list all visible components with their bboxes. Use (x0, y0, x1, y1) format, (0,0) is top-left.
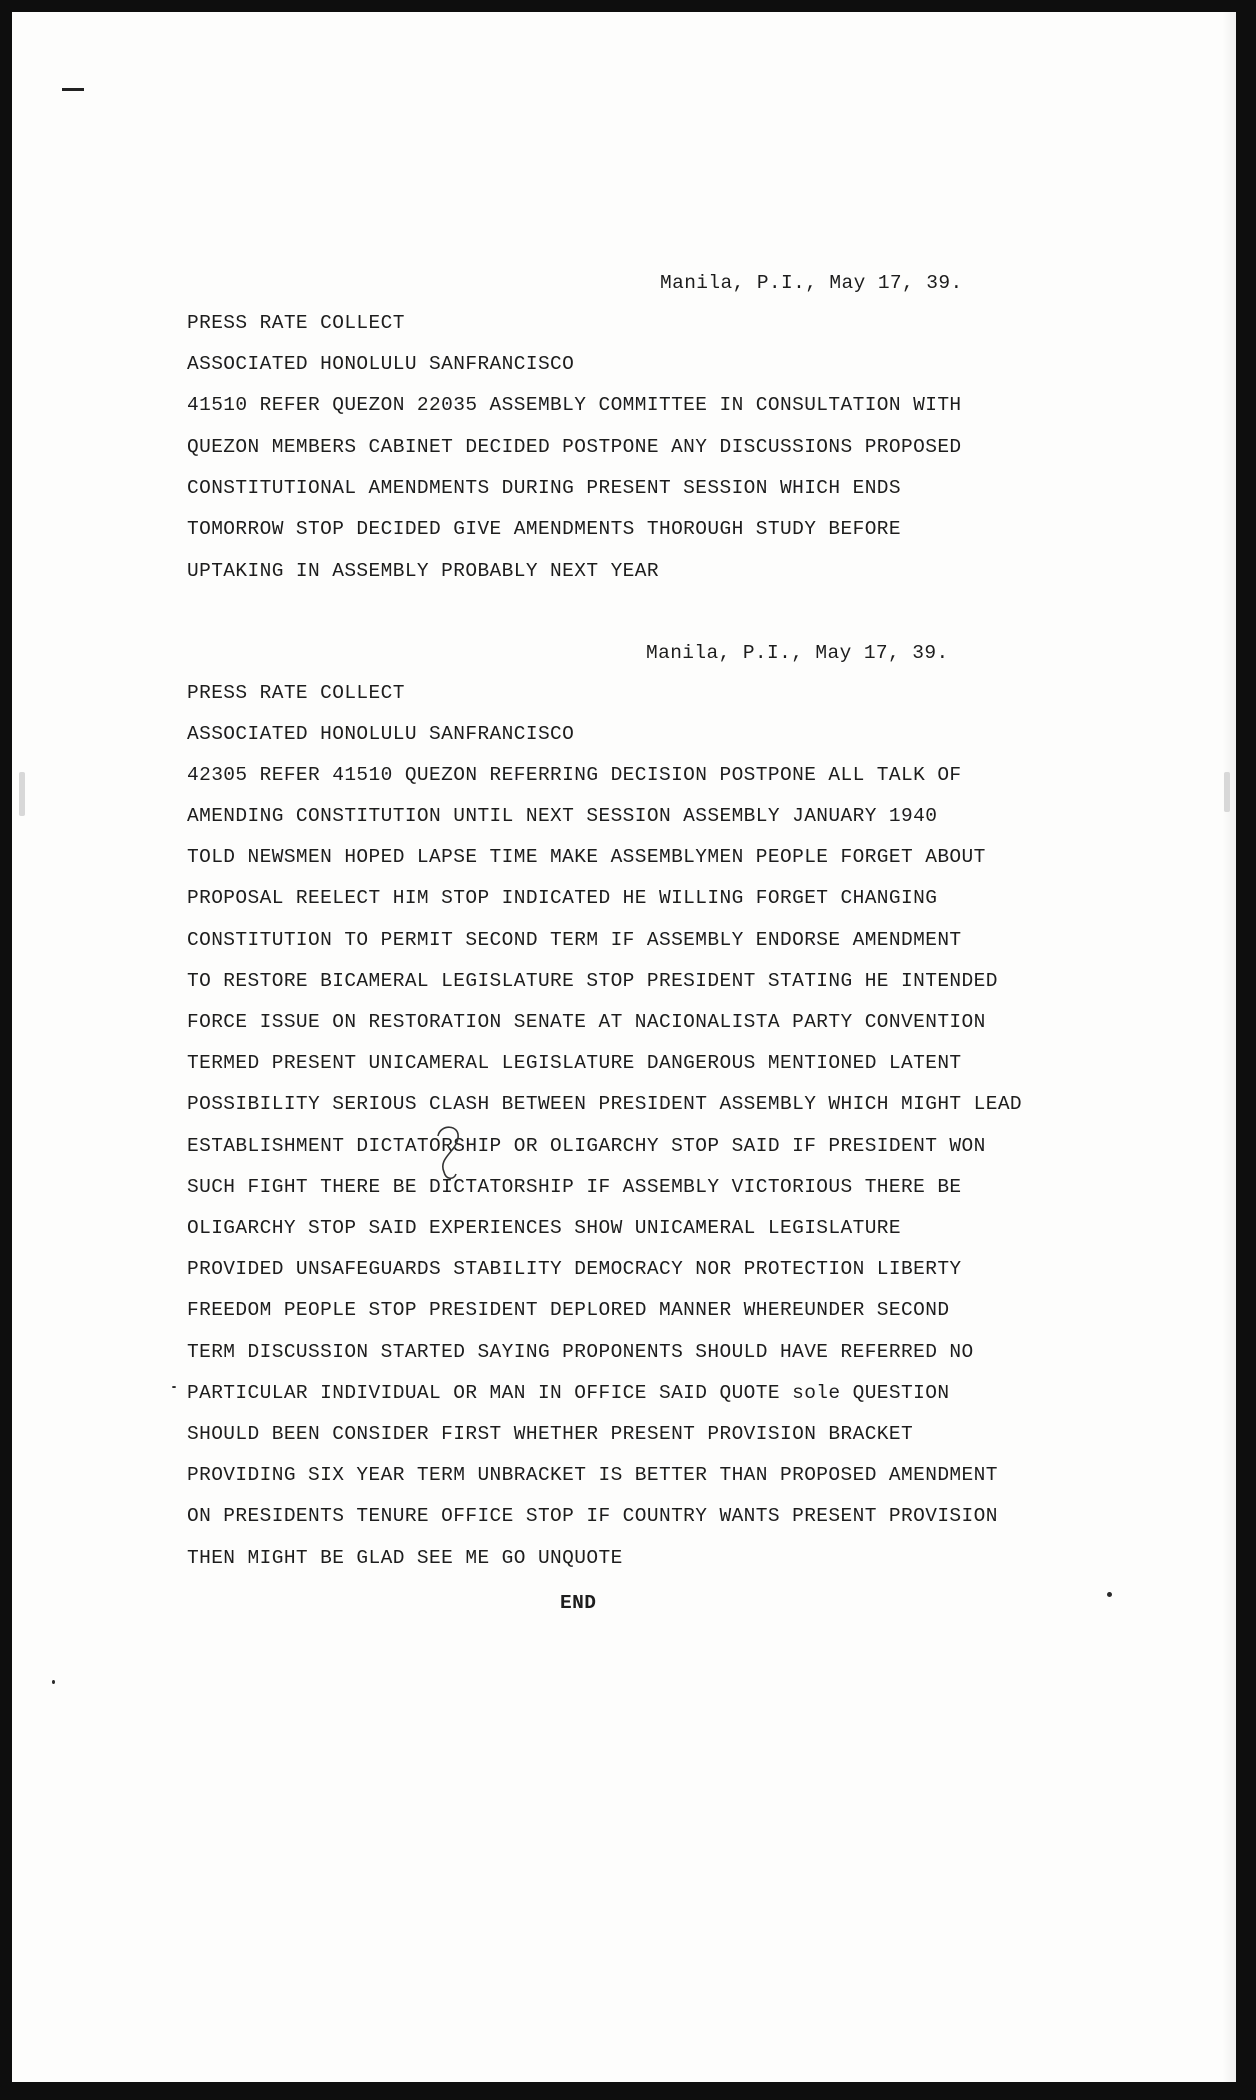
message-2-line: SUCH FIGHT THERE BE DICTATORSHIP IF ASSEMBLY VICTORIOUS THERE BE (187, 1176, 962, 1198)
scan-speck (52, 1680, 55, 1684)
message-1-body (187, 312, 1087, 612)
message-2-line: PRESS RATE COLLECT (187, 682, 405, 704)
message-1-line: TOMORROW STOP DECIDED GIVE AMENDMENTS THOROUGH STUDY BEFORE (187, 518, 902, 540)
message-1-line: 41510 REFER QUEZON 22035 ASSEMBLY COMMITTEE IN CONSULTATION WITH (187, 394, 962, 416)
message-1-dateline: Manila, P.I., May 17, 39. (660, 272, 963, 294)
message-2-line: AMENDING CONSTITUTION UNTIL NEXT SESSION ASSEMBLY JANUARY 1940 (187, 805, 938, 827)
message-2-line: TO RESTORE BICAMERAL LEGISLATURE STOP PRESIDENT STATING HE INTENDED (187, 970, 998, 992)
message-2-line: PROVIDED UNSAFEGUARDS STABILITY DEMOCRACY NOR PROTECTION LIBERTY (187, 1258, 962, 1280)
message-2-line: 42305 REFER 41510 QUEZON REFERRING DECISION POSTPONE ALL TALK OF (187, 764, 962, 786)
page-edge-shadow (1222, 12, 1236, 2082)
message-1-line: PRESS RATE COLLECT (187, 312, 405, 334)
message-2-body (187, 682, 1117, 1582)
message-2-line: TERMED PRESENT UNICAMERAL LEGISLATURE DANGEROUS MENTIONED LATENT (187, 1052, 962, 1074)
message-2-line: PROVIDING SIX YEAR TERM UNBRACKET IS BETTER THAN PROPOSED AMENDMENT (187, 1464, 998, 1486)
scan-speck (1224, 772, 1230, 812)
message-1-line: ASSOCIATED HONOLULU SANFRANCISCO (187, 353, 575, 375)
message-2-line: TOLD NEWSMEN HOPED LAPSE TIME MAKE ASSEMBLYMEN PEOPLE FORGET ABOUT (187, 846, 986, 868)
message-2-line: TERM DISCUSSION STARTED SAYING PROPONENTS SHOULD HAVE REFERRED NO (187, 1341, 974, 1363)
message-2-line: PROPOSAL REELECT HIM STOP INDICATED HE WILLING FORGET CHANGING (187, 887, 938, 909)
message-1-line: UPTAKING IN ASSEMBLY PROBABLY NEXT YEAR (187, 560, 659, 582)
message-2-line: FORCE ISSUE ON RESTORATION SENATE AT NACIONALISTA PARTY CONVENTION (187, 1011, 986, 1033)
scan-speck (1107, 1592, 1112, 1597)
scan-speck (19, 772, 25, 816)
message-1-line: QUEZON MEMBERS CABINET DECIDED POSTPONE ANY DISCUSSIONS PROPOSED (187, 436, 962, 458)
message-2-line: CONSTITUTION TO PERMIT SECOND TERM IF ASSEMBLY ENDORSE AMENDMENT (187, 929, 962, 951)
message-2-line: ASSOCIATED HONOLULU SANFRANCISCO (187, 723, 575, 745)
message-2-line: FREEDOM PEOPLE STOP PRESIDENT DEPLORED MANNER WHEREUNDER SECOND (187, 1299, 950, 1321)
message-2-line: OLIGARCHY STOP SAID EXPERIENCES SHOW UNICAMERAL LEGISLATURE (187, 1217, 902, 1239)
message-2-line: PARTICULAR INDIVIDUAL OR MAN IN OFFICE SAID QUOTE sole QUESTION (187, 1382, 950, 1404)
scan-speck (172, 1386, 176, 1388)
message-2-line: THEN MIGHT BE GLAD SEE ME GO UNQUOTE (187, 1547, 623, 1569)
message-2-line: SHOULD BEEN CONSIDER FIRST WHETHER PRESENT PROVISION BRACKET (187, 1423, 914, 1445)
end-marker: END (560, 1592, 597, 1614)
message-1-line: CONSTITUTIONAL AMENDMENTS DURING PRESENT SESSION WHICH ENDS (187, 477, 902, 499)
scan-mark (62, 88, 84, 91)
message-2-line: POSSIBILITY SERIOUS CLASH BETWEEN PRESIDENT ASSEMBLY WHICH MIGHT LEAD (187, 1093, 1023, 1115)
document-page (12, 12, 1236, 2082)
message-2-dateline: Manila, P.I., May 17, 39. (646, 642, 949, 664)
message-2-line: ESTABLISHMENT DICTATORSHIP OR OLIGARCHY STOP SAID IF PRESIDENT WON (187, 1135, 986, 1157)
message-2-line: ON PRESIDENTS TENURE OFFICE STOP IF COUNTRY WANTS PRESENT PROVISION (187, 1505, 998, 1527)
handwritten-correction-mark (430, 1122, 470, 1188)
